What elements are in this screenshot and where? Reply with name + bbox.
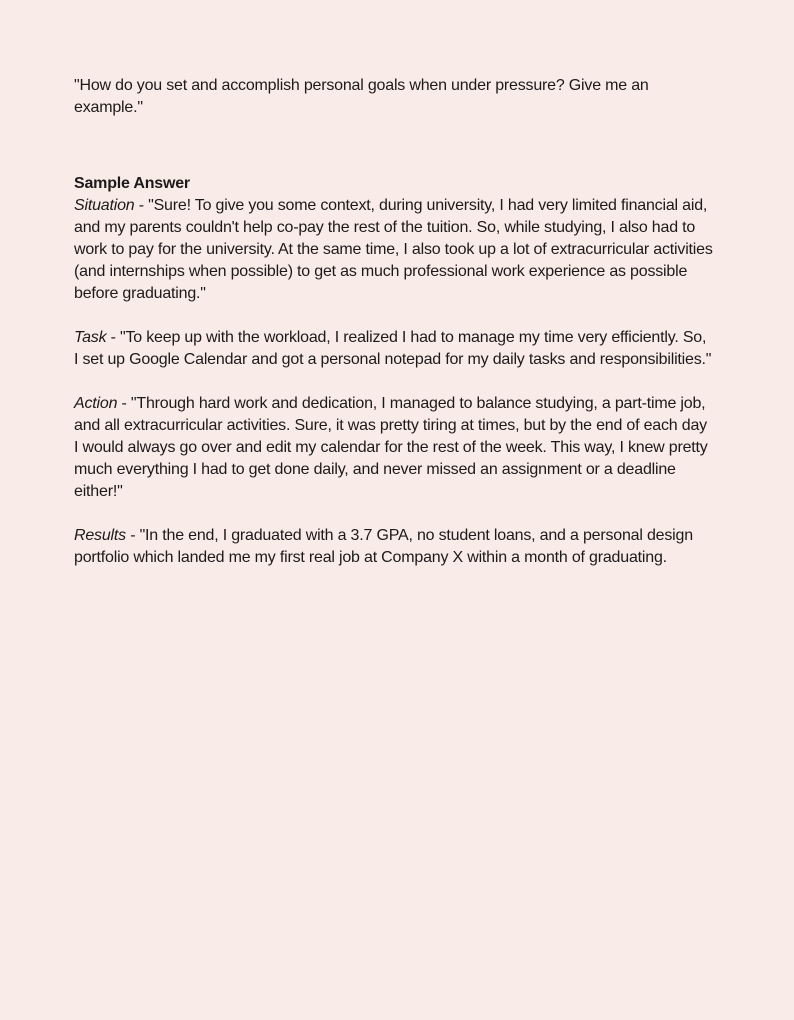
situation-separator: -: [134, 197, 149, 214]
sample-answer-heading: Sample Answer: [74, 175, 190, 192]
task-paragraph: [74, 327, 714, 371]
task-separator: -: [106, 329, 121, 346]
action-separator: -: [117, 395, 131, 412]
situation-text: "Sure! To give you some context, during university, I had very limited financial aid, and my parents couldn't help co-pay the rest of the tuition. So, while studying, I also had to work to pay for the university. At the same time, I also took up a lot of extracurricular activities (and internships when possible) to get as much professional work experience as possible before graduating.": [74, 197, 713, 302]
results-label: Results: [74, 527, 126, 544]
results-text: "In the end, I graduated with a 3.7 GPA, no student loans, and a personal design portfolio which landed me my first real job at Company X within a month of graduating.: [74, 527, 693, 566]
action-text: "Through hard work and dedication, I managed to balance studying, a part-time job, and all extracurricular activities. Sure, it was pretty tiring at times, but by the end of each day I would always go over and edit my calendar for the rest of the week. This way, I knew pretty much everything I had to get done daily, and never missed an assignment or a deadline either!": [74, 395, 708, 500]
results-paragraph: [74, 525, 714, 569]
task-text: "To keep up with the workload, I realized I had to manage my time very efficiently. So, I set up Google Calendar and got a personal notepad for my daily tasks and responsibilities.": [74, 329, 712, 368]
action-paragraph: [74, 393, 714, 503]
results-separator: -: [125, 527, 140, 544]
situation-label: Situation: [74, 197, 135, 214]
task-label: Task: [74, 329, 107, 346]
action-label: Action: [74, 395, 118, 412]
situation-paragraph: [74, 195, 714, 305]
interview-question: "How do you set and accomplish personal goals when under pressure? Give me an example.": [74, 77, 649, 116]
